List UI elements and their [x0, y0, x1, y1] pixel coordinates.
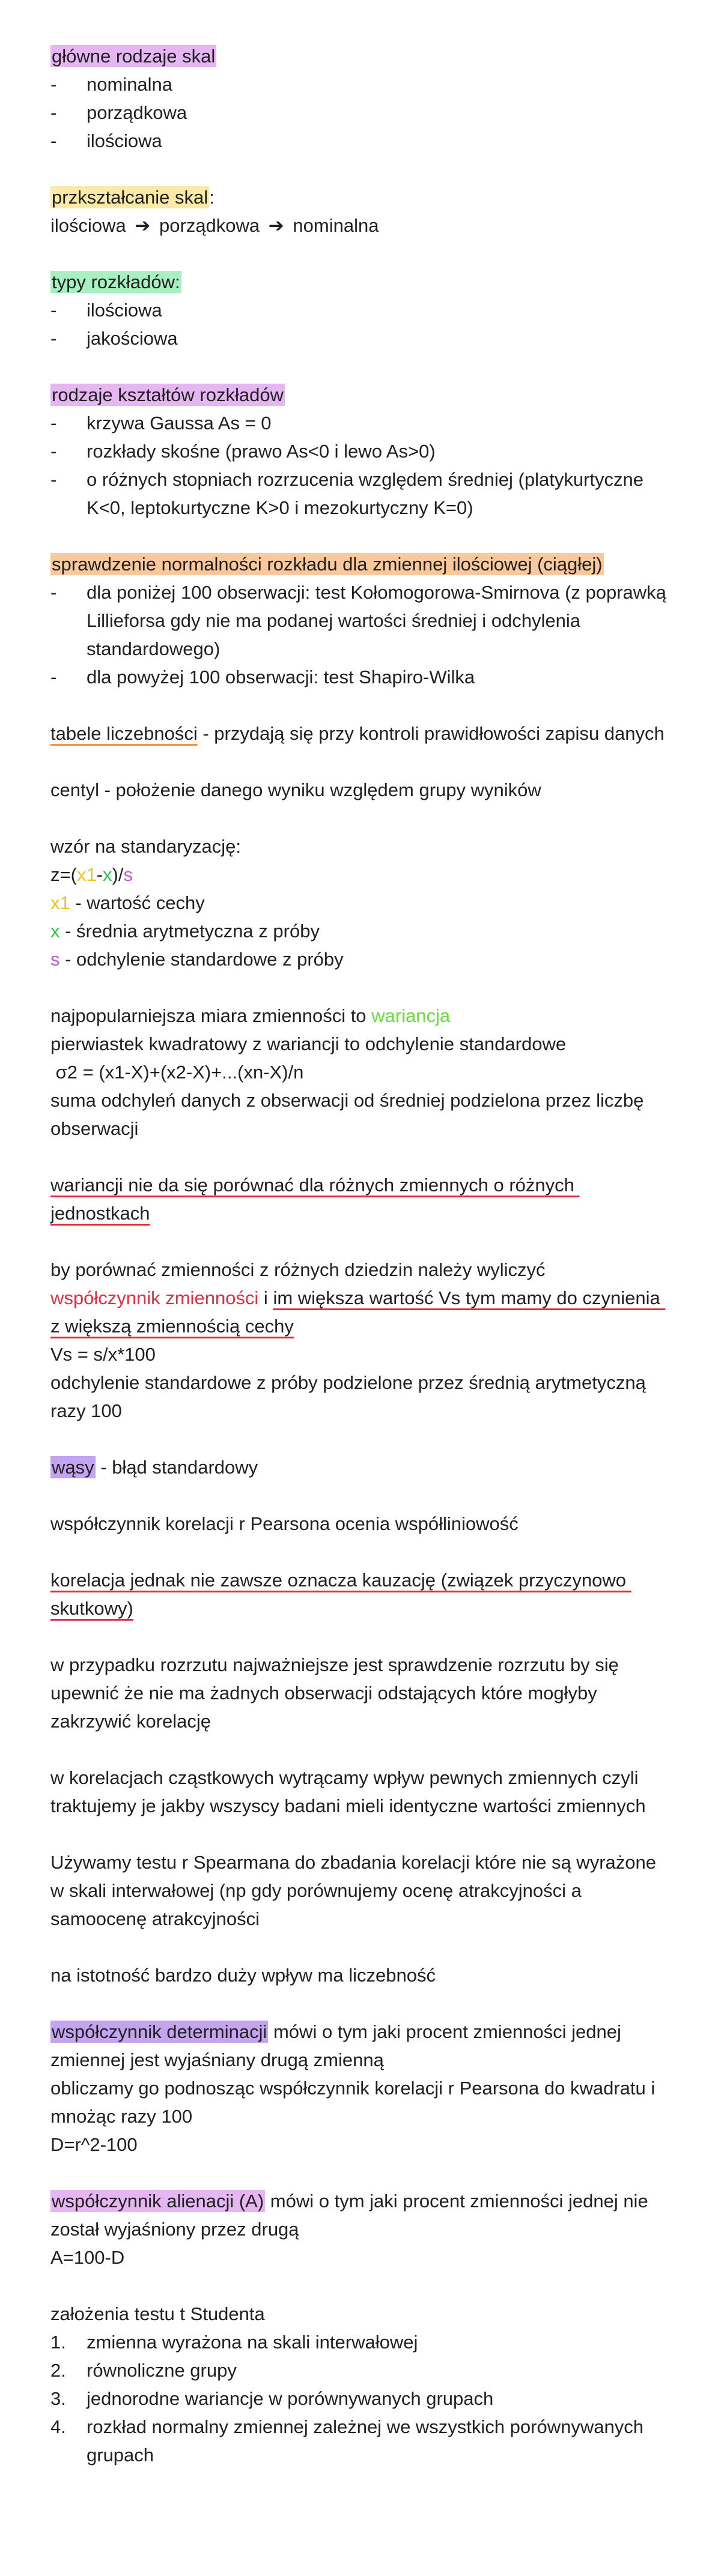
section-pearson: współczynnik korelacji r Pearsona ocenia współliniowość [50, 1513, 519, 1534]
section-t-test [50, 2300, 673, 2469]
section-centile: centyl - położenie danego wyniku względem grupy wyników [50, 779, 541, 800]
list-t-test [50, 2328, 673, 2469]
section-significance: na istotność bardzo duży wpływ ma liczebność [50, 1965, 436, 1986]
list-item: 4. rozkład normalny zmiennej zależnej we wszystkich porównywanych grupach [50, 2413, 673, 2469]
section-variation-coefficient: by porównać zmienności z różnych dziedzin należy wyliczyć współczynnik zmienności i im większa wartość Vs tym mamy do czynienia z większą zmiennością cechy Vs = s/x*100 odchylenie standardowe z próby podzielone przez średnią arytmetyczną razy 100 [50, 1256, 673, 1425]
heading-main-scales: główne rodzaje skal [52, 46, 216, 67]
term-frequency-tables: tabele liczebności [50, 723, 198, 744]
section-determination: współczynnik determinacji mówi o tym jaki procent zmienności jednej zmiennej jest wyjaśniany drugą zmienną obliczamy go podnosząc współczynnik korelacji r Pearsona do kwadratu i mnożąc razy 100 D=r^2-100 [50, 2018, 673, 2159]
section-scale-transform: przkształcanie skal: ilościowa ➔ porządkowa ➔ nominalna [50, 183, 673, 240]
list-item: - porządkowa [50, 98, 673, 127]
list-item: - dla poniżej 100 obserwacji: test Kołomogorowa-Smirnova (z poprawką Lillieforsa gdy nie ma podanej wartości średniej i odchylenia standardowego) [50, 578, 673, 663]
dash-bullet: - [50, 413, 57, 434]
section-variance: najpopularniejsza miara zmienności to wariancja pierwiastek kwadratowy z wariancji to odchylenie standardowe σ2 = (x1-X)+(x2-X)+...(xn-X)/n suma odchyleń danych z obserwacji od średniej podzielona przez liczbę obserwacji [50, 1002, 673, 1143]
list-normality-check [50, 578, 673, 691]
dash-bullet: - [50, 130, 57, 151]
dash-bullet: - [50, 582, 57, 603]
term-variance: wariancja [371, 1005, 451, 1026]
heading-normality-check: sprawdzenie normalności rozkładu dla zmiennej ilościowej (ciągłej) [52, 554, 603, 575]
list-item: - ilościowa [50, 127, 673, 155]
term-determination: współczynnik determinacji [52, 2021, 267, 2042]
dash-bullet: - [50, 102, 57, 123]
heading-distribution-types: typy rozkładów: [52, 271, 180, 292]
legend-item: s - odchylenie standardowe z próby [50, 949, 344, 970]
list-item: - o różnych stopniach rozrzucenia względem średniej (platykurtyczne K<0, leptokurtyczne K>0 i mezokurtyczny K=0) [50, 465, 673, 522]
number-bullet: 1. [50, 2332, 66, 2353]
section-causation: korelacja jednak nie zawsze oznacza kauzację (związek przyczynowo skutkowy) [50, 1570, 631, 1619]
standardization-formula: z=(x1-x)/s [50, 864, 133, 885]
dash-bullet: - [50, 469, 57, 490]
number-bullet: 2. [50, 2360, 66, 2381]
arrow-right-icon: ➔ [268, 215, 284, 236]
list-distribution-shapes [50, 409, 673, 522]
number-bullet: 4. [50, 2416, 66, 2437]
section-alienation: współczynnik alienacji (A) mówi o tym jaki procent zmienności jednej nie został wyjaśniony przez drugą A=100-D [50, 2187, 673, 2272]
section-variance-note: wariancji nie da się porównać dla różnych zmiennych o różnych jednostkach [50, 1175, 580, 1224]
term-variation-coefficient: współczynnik zmienności [50, 1287, 259, 1308]
heading-t-test: założenia testu t Studenta [50, 2303, 265, 2324]
dash-bullet: - [50, 74, 57, 95]
legend-item: x1 - wartość cechy [50, 892, 205, 913]
heading-scale-transform: przkształcanie skal [52, 187, 208, 208]
dash-bullet: - [50, 300, 57, 321]
list-item: - dla powyżej 100 obserwacji: test Shapiro-Wilka [50, 663, 673, 691]
section-standardization: wzór na standaryzację: z=(x1-x)/s x1 - wartość cechy x - średnia arytmetyczna z próby s - odchylenie standardowe z próby [50, 832, 673, 973]
variance-formula: σ2 = (x1-X)+(x2-X)+...(xn-X)/n [50, 1062, 304, 1083]
number-bullet: 3. [50, 2388, 66, 2409]
section-distribution-types [50, 268, 673, 352]
list-distribution-types [50, 296, 673, 352]
list-main-scales [50, 70, 673, 155]
variation-formula: Vs = s/x*100 [50, 1344, 156, 1365]
section-whiskers: wąsy - błąd standardowy [52, 1457, 258, 1478]
section-frequency-tables: tabele liczebności - przydają się przy kontroli prawidłowości zapisu danych [50, 723, 665, 744]
list-item: 3. jednorodne wariancje w porównywanych grupach [50, 2384, 673, 2413]
section-spearman: Używamy testu r Spearmana do zbadania korelacji które nie są wyrażone w skali interwałowej (np gdy porównujemy ocenę atrakcyjności a samoocenę atrakcyjności [50, 1852, 662, 1929]
list-item: - rozkłady skośne (prawo As<0 i lewo As>0) [50, 437, 673, 465]
term-alienation: współczynnik alienacji (A) [52, 2191, 264, 2212]
arrow-right-icon: ➔ [135, 215, 151, 236]
section-distribution-shapes [50, 381, 673, 522]
heading-distribution-shapes: rodzaje kształtów rozkładów [52, 384, 284, 405]
list-item: - nominalna [50, 70, 673, 98]
alienation-formula: A=100-D [50, 2247, 125, 2268]
term-whiskers: wąsy [52, 1457, 94, 1478]
dash-bullet: - [50, 441, 57, 462]
dash-bullet: - [50, 328, 57, 349]
section-normality-check [50, 550, 673, 691]
section-scatter: w przypadku rozrzutu najważniejsze jest sprawdzenie rozrzutu by się upewnić że nie ma żadnych obserwacji odstających które mogłyby zakrzywić korelację [50, 1654, 624, 1732]
list-item: 1. zmienna wyrażona na skali interwałowej [50, 2328, 673, 2356]
list-item: - ilościowa [50, 296, 673, 324]
list-item: 2. równoliczne grupy [50, 2356, 673, 2384]
legend-item: x - średnia arytmetyczna z próby [50, 921, 320, 942]
list-item: - krzywa Gaussa As = 0 [50, 409, 673, 437]
section-partial-correlation: w korelacjach cząstkowych wytrącamy wpływ pewnych zmiennych czyli traktujemy je jakby wszyscy badani mieli identyczne wartości zmiennych [50, 1767, 646, 1816]
dash-bullet: - [50, 667, 57, 688]
section-main-scales [50, 42, 673, 155]
determination-formula: D=r^2-100 [50, 2134, 138, 2155]
scale-chain: ilościowa ➔ porządkowa ➔ nominalna [50, 211, 673, 240]
list-item: - jakościowa [50, 324, 673, 352]
